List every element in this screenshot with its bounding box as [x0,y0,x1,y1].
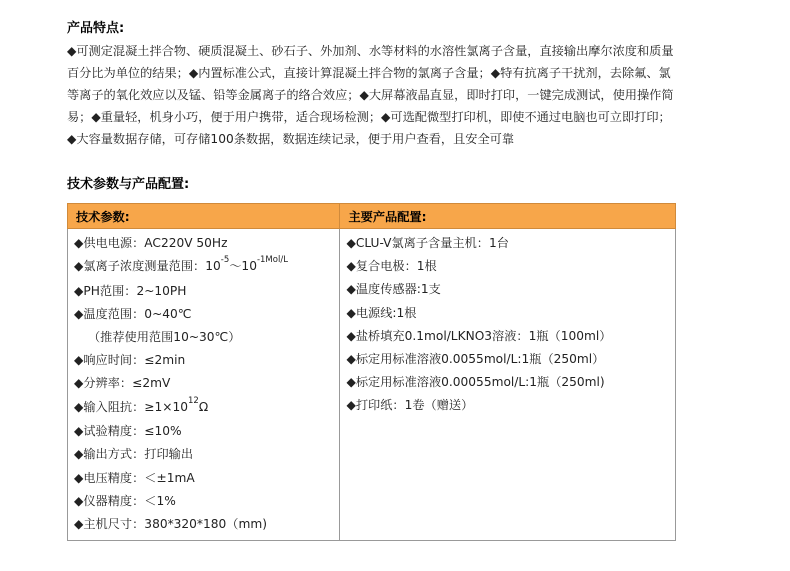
config-item: ◆温度传感器:1支 [346,282,441,297]
config-item: ◆CLU-V氯离子含量主机：1台 [346,236,509,250]
config-item: ◆电源线:1根 [346,305,417,320]
accuracy-spec: ◆试验精度：≤10% [74,424,182,439]
resolution-spec: ◆分辨率：≤2mV [74,376,171,391]
impedance-exponent: 12 [188,395,199,406]
features-line: 等离子的氧化效应以及锰、铅等金属离子的络合效应；◆大屏幕液晶直显，即时打印，一键完成测试，使用操作简 [67,88,674,102]
ph-spec: ◆PH范围：2~10PH [74,283,187,298]
range-spec [74,255,333,280]
features-line: ◆可测定混凝土拌合物、硬质混凝土、砂石子、外加剂、水等材料的水溶性氯离子含量，直接输出摩尔浓度和质量 [67,44,674,58]
config-item: ◆盐桥填充0.1mol/LKNO3溶液：1瓶（100ml） [346,328,612,343]
temperature-spec: ◆温度范围：0~40℃ [74,306,192,321]
voltage-spec: ◆电压精度：＜±1mA [74,470,195,485]
specs-header-row [68,204,676,229]
features-section [67,18,723,196]
impedance-prefix: ◆输入阻抗：≥1×10 [74,399,188,414]
impedance-spec [74,396,333,421]
config-item: ◆打印纸：1卷（赠送） [346,398,474,413]
specs-body-row [68,229,676,541]
tech-params-cell [68,229,340,541]
range-prefix: ◆氯离子浓度测量范围：10 [74,259,221,274]
features-line: ◆大容量数据存储，可存储100条数据，数据连续记录，便于用户查看，且安全可靠 [67,132,515,146]
features-heading: 产品特点: [67,21,125,36]
range-mid: ～10 [229,259,257,274]
features-line: 百分比为单位的结果；◆内置标准公式，直接计算混凝土拌合物的氯离子含量；◆特有抗离子干扰剂，去除氟、氯 [67,66,671,80]
specs-heading: 技术参数与产品配置: [67,177,190,192]
output-spec: ◆输出方式：打印输出 [74,447,194,462]
config-item: ◆标定用标准溶液0.00055mol/L:1瓶（250ml) [346,375,605,390]
instrument-spec: ◆仪器精度：＜1% [74,493,176,508]
config-item: ◆标定用标准溶液0.0055mol/L:1瓶（250ml） [346,351,605,366]
power-spec: ◆供电电源：AC220V 50Hz [74,236,228,250]
range-exponent-low: -5 [220,255,230,266]
temperature-note: （推荐使用范围10~30℃） [88,330,241,345]
config-item: ◆复合电极：1根 [346,259,437,274]
features-line: 易；◆重量轻，机身小巧，便于用户携带，适合现场检测；◆可选配微型打印机，即使不通过电脑也可立即打印； [67,110,671,124]
tech-params-header: 技术参数: [68,204,340,229]
size-spec: ◆主机尺寸：380*320*180（mm) [74,516,267,531]
config-cell [340,229,676,541]
response-spec: ◆响应时间：≤2min [74,353,186,368]
range-exponent-high: -1Mol/L [256,255,288,266]
config-header: 主要产品配置: [340,204,676,229]
impedance-unit: Ω [198,399,209,414]
features-paragraph [67,40,723,150]
specs-table [67,203,676,541]
